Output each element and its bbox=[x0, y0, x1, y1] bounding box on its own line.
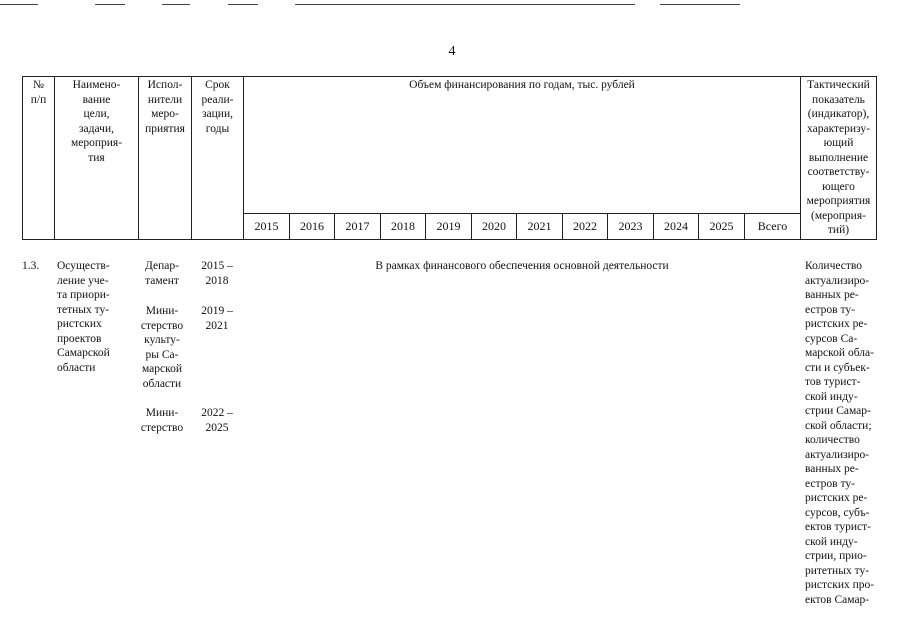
year-cell: 2021 bbox=[517, 214, 563, 239]
year-cell: 2022 bbox=[563, 214, 608, 239]
scan-artifact-line bbox=[295, 4, 635, 5]
executor-2-term: 2019 – 2021 bbox=[201, 305, 233, 332]
header-name: Наимено- вание цели, задачи, мероприя- тия bbox=[55, 77, 139, 240]
year-cell: 2016 bbox=[290, 214, 335, 239]
year-cell: 2019 bbox=[426, 214, 472, 239]
row-number: 1.3. bbox=[22, 260, 40, 272]
year-total-cell: Всего bbox=[745, 214, 801, 239]
header-table bbox=[22, 76, 877, 240]
scan-artifact-line bbox=[660, 4, 740, 5]
executor-2: Мини- стерство культу- ры Са- марской области bbox=[140, 305, 184, 390]
row-indicator: Количество актуализиро- ванных ре- естров ту- ристских ре- сурсов Са- марской обла- сти и субъек- тов турист- ской инду- стрии Самар- ской области; количество актуализиро- ванных ре- естров ту- ристских ре- сурсов, субъ- ектов турист- ской инду- стрии, прио- ритетных ту- ристских про- ектов Самар- bbox=[805, 260, 875, 606]
header-executors: Испол- нители меро- приятия bbox=[139, 77, 192, 240]
header-number: № п/п bbox=[23, 77, 55, 240]
executor-1: Депар- тамент bbox=[145, 260, 179, 287]
scan-artifact-line bbox=[95, 4, 125, 5]
page-number: 4 bbox=[448, 44, 456, 59]
header-indicator: Тактический показатель (индикатор), характеризу- ющий выполнение соответству- ющего мероприятия (мероприя- тий) bbox=[801, 77, 877, 240]
year-cell: 2017 bbox=[335, 214, 381, 239]
year-cell: 2015 bbox=[244, 214, 290, 239]
header-term: Срок реали- зации, годы bbox=[192, 77, 244, 240]
scan-artifact-line bbox=[162, 4, 190, 5]
year-cell: 2024 bbox=[654, 214, 699, 239]
header-funding: Объем финансирования по годам, тыс. рублей bbox=[244, 77, 801, 214]
year-cell: 2023 bbox=[608, 214, 654, 239]
executor-3-term: 2022 – 2025 bbox=[201, 407, 233, 434]
scan-artifact-line bbox=[228, 4, 258, 5]
scan-artifact-line bbox=[0, 4, 38, 5]
row-name: Осуществ- ление уче- та приори- тетных ту- ристских проектов Самарской области bbox=[57, 260, 110, 374]
year-cell: 2025 bbox=[699, 214, 745, 239]
year-cell: 2020 bbox=[472, 214, 517, 239]
executor-1-term: 2015 – 2018 bbox=[201, 260, 233, 287]
funding-note: В рамках финансового обеспечения основной деятельности bbox=[375, 260, 669, 272]
year-cell: 2018 bbox=[381, 214, 426, 239]
executor-3: Мини- стерство bbox=[140, 407, 184, 434]
